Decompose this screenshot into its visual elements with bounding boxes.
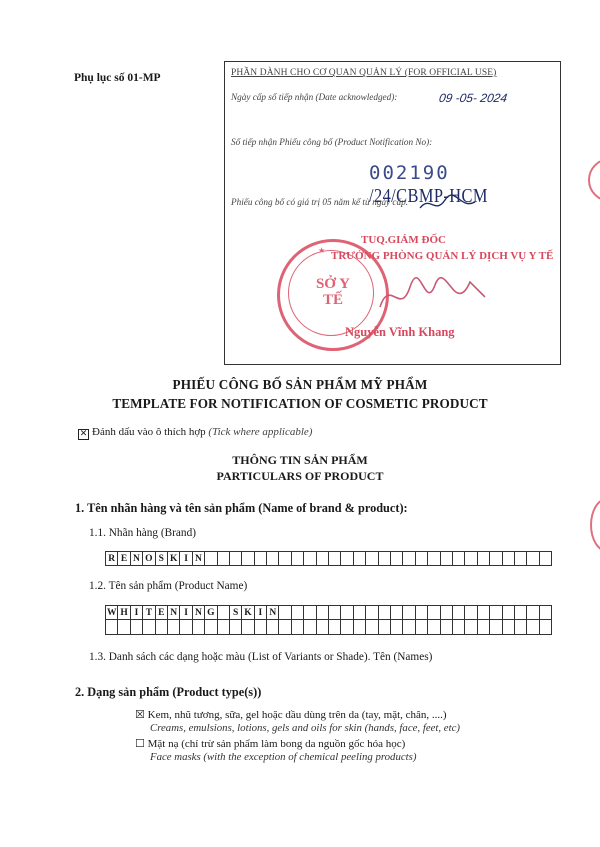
letter-cell[interactable] <box>379 551 391 566</box>
letter-cell[interactable] <box>465 620 477 635</box>
letter-cell[interactable] <box>168 620 180 635</box>
letter-cell[interactable] <box>478 605 490 620</box>
letter-cell[interactable]: S <box>230 605 242 620</box>
letter-cell[interactable] <box>329 551 341 566</box>
letter-cell[interactable] <box>465 551 477 566</box>
letter-cell[interactable] <box>354 605 366 620</box>
letter-cell[interactable] <box>329 620 341 635</box>
letter-cell[interactable] <box>106 620 118 635</box>
letter-cell[interactable] <box>242 620 254 635</box>
letter-cell[interactable] <box>366 551 378 566</box>
option-2-checkbox[interactable]: ☐ <box>135 738 145 750</box>
letter-cell[interactable] <box>403 551 415 566</box>
letter-cell[interactable]: S <box>156 551 168 566</box>
option-2-english: Face masks (with the exception of chemical peeling products) <box>150 751 417 763</box>
letter-cell[interactable] <box>230 620 242 635</box>
letter-cell[interactable] <box>527 605 539 620</box>
signer-title-2: TRƯỞNG PHÒNG QUẢN LÝ DỊCH VỤ Y TẾ <box>331 250 554 262</box>
letter-cell[interactable] <box>379 605 391 620</box>
letter-cell[interactable] <box>341 605 353 620</box>
letter-cell[interactable] <box>379 620 391 635</box>
initials-signature <box>415 190 495 220</box>
letter-cell[interactable] <box>515 551 527 566</box>
letter-cell[interactable]: N <box>193 605 205 620</box>
letter-cell[interactable] <box>279 551 291 566</box>
letter-cell[interactable] <box>416 620 428 635</box>
letter-cell[interactable]: N <box>131 551 143 566</box>
letter-cell[interactable] <box>490 620 502 635</box>
letter-cell[interactable]: N <box>267 605 279 620</box>
letter-cell[interactable] <box>118 620 130 635</box>
product-name-grid-row2[interactable] <box>105 620 552 635</box>
letter-cell[interactable] <box>465 605 477 620</box>
letter-cell[interactable] <box>490 551 502 566</box>
checked-box-icon: ✕ <box>79 429 88 439</box>
notification-number-suffix: /24/CBMP-HCM <box>369 185 488 207</box>
letter-cell[interactable] <box>156 620 168 635</box>
official-use-title: PHẦN DÀNH CHO CƠ QUAN QUẢN LÝ (FOR OFFICIAL USE) <box>231 68 497 78</box>
letter-cell[interactable] <box>292 551 304 566</box>
letter-cell[interactable]: K <box>242 605 254 620</box>
letter-cell[interactable] <box>205 620 217 635</box>
letter-cell[interactable] <box>366 605 378 620</box>
letter-cell[interactable]: O <box>143 551 155 566</box>
letter-cell[interactable] <box>503 605 515 620</box>
letter-cell[interactable]: R <box>106 551 118 566</box>
letter-cell[interactable]: I <box>180 605 192 620</box>
letter-cell[interactable] <box>255 620 267 635</box>
letter-cell[interactable]: T <box>143 605 155 620</box>
signer-title-1: TUQ.GIÁM ĐỐC <box>361 234 446 246</box>
letter-cell[interactable] <box>503 620 515 635</box>
letter-cell[interactable] <box>515 620 527 635</box>
letter-cell[interactable]: N <box>168 605 180 620</box>
letter-cell[interactable]: E <box>156 605 168 620</box>
letter-cell[interactable] <box>527 620 539 635</box>
letter-cell[interactable]: W <box>106 605 118 620</box>
date-acknowledged-label: Ngày cấp số tiếp nhận (Date acknowledged): <box>231 92 398 102</box>
letter-cell[interactable] <box>292 620 304 635</box>
letter-cell[interactable] <box>453 620 465 635</box>
notification-number-digits: 002190 <box>369 162 450 184</box>
letter-cell[interactable] <box>527 551 539 566</box>
product-type-option-1[interactable] <box>135 708 447 721</box>
letter-cell[interactable] <box>428 620 440 635</box>
letter-cell[interactable] <box>478 620 490 635</box>
letter-cell[interactable] <box>143 620 155 635</box>
letter-cell[interactable] <box>304 605 316 620</box>
letter-cell[interactable] <box>341 620 353 635</box>
letter-cell[interactable] <box>267 551 279 566</box>
letter-cell[interactable]: E <box>118 551 130 566</box>
letter-cell[interactable] <box>441 605 453 620</box>
section-1-heading: 1. Tên nhãn hàng và tên sản phẩm (Name of brand & product): <box>75 501 408 515</box>
letter-cell[interactable] <box>341 551 353 566</box>
letter-cell[interactable] <box>441 551 453 566</box>
signature <box>375 267 495 327</box>
letter-cell[interactable] <box>540 620 552 635</box>
letter-cell[interactable] <box>416 551 428 566</box>
letter-cell[interactable] <box>317 620 329 635</box>
letter-cell[interactable] <box>540 551 552 566</box>
letter-cell[interactable] <box>441 620 453 635</box>
option-1-english: Creams, emulsions, lotions, gels and oils for skin (hands, face, feet, etc) <box>150 722 460 734</box>
option-2-label: Mặt nạ (chỉ trừ sản phẩm làm bong da nguồn gốc hóa học) <box>147 738 406 750</box>
product-type-option-2[interactable] <box>135 737 405 750</box>
letter-cell[interactable] <box>205 551 217 566</box>
letter-cell[interactable] <box>193 620 205 635</box>
letter-cell[interactable] <box>391 551 403 566</box>
letter-cell[interactable] <box>428 605 440 620</box>
option-1-checkbox[interactable]: ☒ <box>135 709 145 721</box>
appendix-label: Phụ lục số 01-MP <box>74 72 161 84</box>
letter-cell[interactable]: H <box>118 605 130 620</box>
letter-cell[interactable] <box>403 605 415 620</box>
letter-cell[interactable] <box>255 551 267 566</box>
title-english: TEMPLATE FOR NOTIFICATION OF COSMETIC PRODUCT <box>112 396 488 411</box>
letter-cell[interactable]: G <box>205 605 217 620</box>
letter-cell[interactable] <box>540 605 552 620</box>
letter-cell[interactable] <box>230 551 242 566</box>
letter-cell[interactable] <box>279 605 291 620</box>
letter-cell[interactable] <box>218 551 230 566</box>
letter-cell[interactable] <box>317 605 329 620</box>
letter-cell[interactable] <box>478 551 490 566</box>
letter-cell[interactable] <box>242 551 254 566</box>
edge-seal-top <box>588 158 600 202</box>
date-acknowledged-value: 09 -05- 2024 <box>438 91 509 105</box>
letter-cell[interactable] <box>416 605 428 620</box>
seal-star-icon: ★ <box>318 246 326 255</box>
letter-cell[interactable] <box>515 605 527 620</box>
validity-text: Phiếu công bố có giá trị 05 năm kể từ ngày cấp. <box>231 197 408 207</box>
particulars-vi: THÔNG TIN SẢN PHẨM <box>232 453 368 467</box>
letter-cell[interactable] <box>391 605 403 620</box>
letter-cell[interactable] <box>366 620 378 635</box>
letter-cell[interactable] <box>180 620 192 635</box>
section-2-heading: 2. Dạng sản phẩm (Product type(s)) <box>75 685 262 699</box>
letter-cell[interactable] <box>304 551 316 566</box>
variants-label: 1.3. Danh sách các dạng hoặc màu (List of Variants or Shade). Tên (Names) <box>89 651 433 663</box>
tick-instruction: ✕ Đánh dấu vào ô thích hợp (Tick where applicable) <box>79 426 313 439</box>
signer-name: Nguyễn Vĩnh Khang <box>345 325 455 339</box>
letter-cell[interactable] <box>354 551 366 566</box>
letter-cell[interactable] <box>428 551 440 566</box>
letter-cell[interactable] <box>453 551 465 566</box>
letter-cell[interactable] <box>403 620 415 635</box>
seal-center-text: SỞ Y TẾ <box>315 276 351 308</box>
letter-cell[interactable] <box>279 620 291 635</box>
edge-seal-middle <box>590 498 600 552</box>
letter-cell[interactable] <box>218 620 230 635</box>
letter-cell[interactable]: N <box>193 551 205 566</box>
brand-label: 1.1. Nhãn hàng (Brand) <box>89 527 196 539</box>
official-use-box <box>224 61 561 365</box>
letter-cell[interactable] <box>391 620 403 635</box>
letter-cell[interactable] <box>304 620 316 635</box>
letter-cell[interactable]: K <box>168 551 180 566</box>
letter-cell[interactable]: I <box>131 605 143 620</box>
option-1-label: Kem, nhũ tương, sữa, gel hoặc dầu dùng trên da (tay, mặt, chân, ....) <box>147 709 447 721</box>
letter-cell[interactable] <box>490 605 502 620</box>
particulars-en: PARTICULARS OF PRODUCT <box>216 469 384 483</box>
letter-cell[interactable] <box>329 605 341 620</box>
letter-cell[interactable]: I <box>180 551 192 566</box>
brand-grid[interactable] <box>105 551 552 566</box>
letter-cell[interactable] <box>317 551 329 566</box>
product-name-grid[interactable] <box>105 605 552 620</box>
title-vietnamese: PHIẾU CÔNG BỐ SẢN PHẨM MỸ PHẨM <box>172 377 428 392</box>
letter-cell[interactable] <box>267 620 279 635</box>
letter-cell[interactable] <box>131 620 143 635</box>
letter-cell[interactable]: I <box>255 605 267 620</box>
letter-cell[interactable] <box>218 605 230 620</box>
product-name-label: 1.2. Tên sản phẩm (Product Name) <box>89 580 248 592</box>
letter-cell[interactable] <box>503 551 515 566</box>
letter-cell[interactable] <box>292 605 304 620</box>
letter-cell[interactable] <box>453 605 465 620</box>
letter-cell[interactable] <box>354 620 366 635</box>
notification-number-label: Số tiếp nhận Phiếu công bố (Product Notification No): <box>231 137 433 147</box>
